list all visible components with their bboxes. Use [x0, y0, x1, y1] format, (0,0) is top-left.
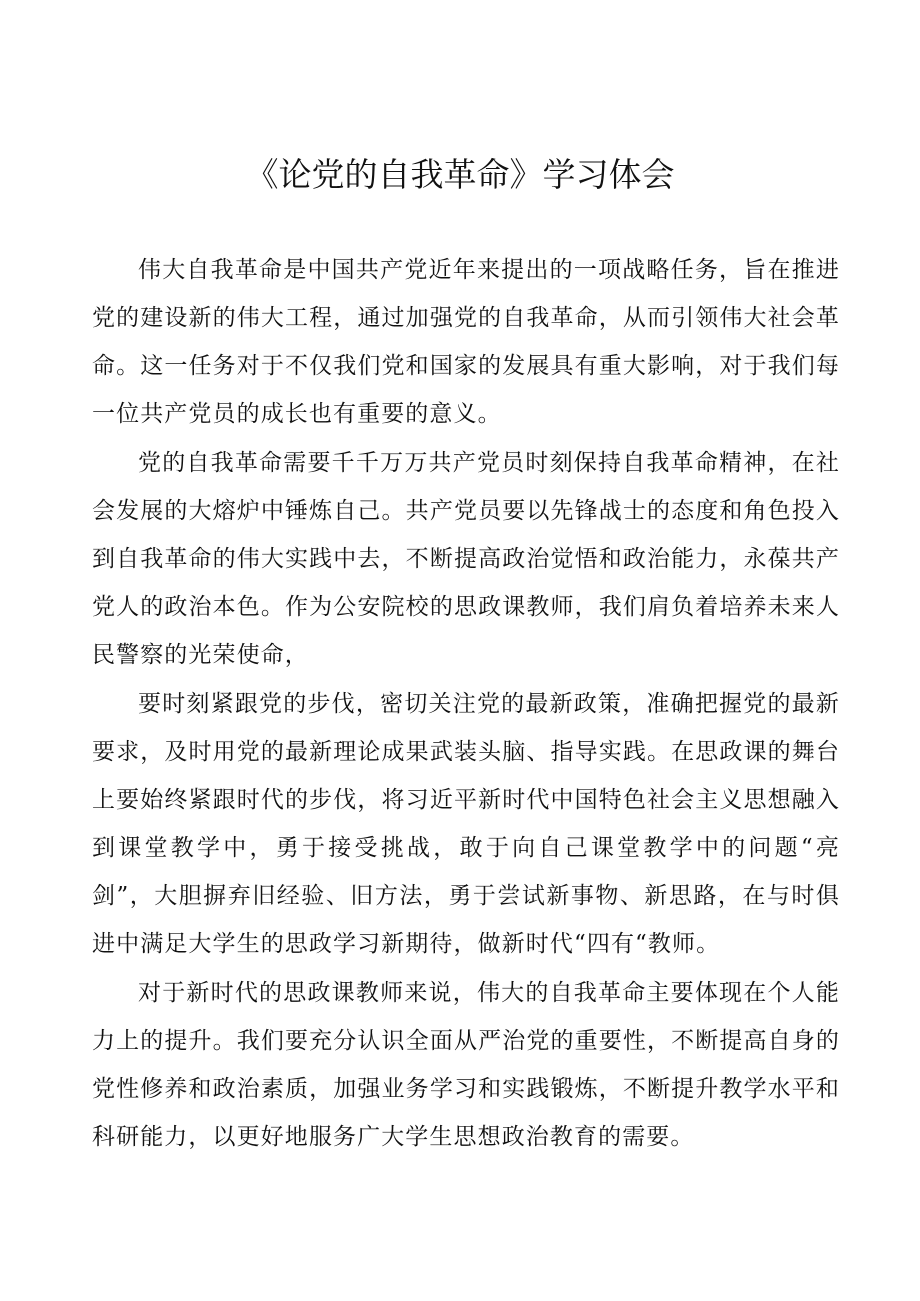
document-title: 《论党的自我革命》学习体会 [245, 155, 675, 194]
paragraph-4: 对于新时代的思政课教师来说，伟大的自我革命主要体现在个人能力上的提升。我们要充分认识全面从严治党的重要性，不断提高自身的党性修养和政治素质，加强业务学习和实践锻炼，不断提升教学水平和科研能力，以更好地服务广大学生思想政治教育的需要。 [92, 980, 840, 1150]
paragraph-3: 要时刻紧跟党的步伐，密切关注党的最新政策，准确把握党的最新要求，及时用党的最新理论成果武装头脑、指导实践。在思政课的舞台上要始终紧跟时代的步伐，将习近平新时代中国特色社会主义思想融入到课堂教学中，勇于接受挑战，敢于向自己课堂教学中的问题“亮剑”，大胆摒弃旧经验、旧方法，勇于尝试新事物、新思路，在与时俱进中满足大学生的思政学习新期待，做新时代“四有“教师。 [92, 691, 840, 957]
paragraph-2: 党的自我革命需要千千万万共产党员时刻保持自我革命精神，在社会发展的大熔炉中锤炼自己。共产党员要以先锋战士的态度和角色投入到自我革命的伟大实践中去，不断提高政治觉悟和政治能力，永葆共产党人的政治本色。作为公安院校的思政课教师，我们肩负着培养未来人民警察的光荣使命， [92, 450, 840, 668]
document-body [92, 246, 840, 1161]
paragraph-1: 伟大自我革命是中国共产党近年来提出的一项战略任务，旨在推进党的建设新的伟大工程，通过加强党的自我革命，从而引领伟大社会革命。这一任务对于不仅我们党和国家的发展具有重大影响，对于我们每一位共产党员的成长也有重要的意义。 [92, 257, 840, 427]
